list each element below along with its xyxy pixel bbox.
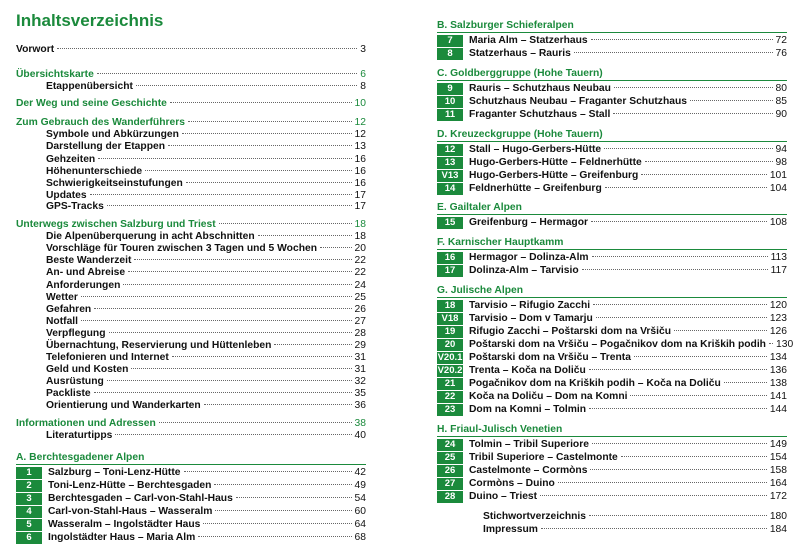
page-number: 13 xyxy=(354,141,366,152)
entry-title: Symbole und Abkürzungen xyxy=(46,129,179,140)
page-number: 28 xyxy=(354,328,366,339)
stage-number-badge: 21 xyxy=(437,378,463,390)
section-divider xyxy=(437,214,787,215)
stage-number-badge: 18 xyxy=(437,300,463,312)
entry-title: Unterwegs zwischen Salzburg und Triest xyxy=(16,219,216,230)
dot-leader xyxy=(604,148,772,149)
dot-leader xyxy=(134,259,351,260)
dot-leader xyxy=(81,320,351,321)
page-number: 184 xyxy=(769,524,787,535)
stage-entry[interactable] xyxy=(437,351,787,364)
entry-title: Schwierigkeitseinstufungen xyxy=(46,178,183,189)
stage-entry[interactable] xyxy=(16,505,366,518)
dot-leader xyxy=(123,284,351,285)
dot-leader xyxy=(541,528,767,529)
entry-title: Gehzeiten xyxy=(46,154,96,165)
entry-title: Tarvisio – Rifugio Zacchi xyxy=(469,300,591,311)
stage-entry[interactable] xyxy=(16,466,366,479)
stage-number-badge: 7 xyxy=(437,35,463,47)
toc-entry[interactable] xyxy=(16,80,366,93)
stage-entry[interactable] xyxy=(437,299,787,312)
entry-title: Packliste xyxy=(46,388,91,399)
page-number: 134 xyxy=(769,352,787,363)
entry-title: Gefahren xyxy=(46,304,92,315)
dot-leader xyxy=(128,271,351,272)
entry-title: Feldnerhütte – Greifenburg xyxy=(469,183,602,194)
page-number: 12 xyxy=(354,129,366,140)
stage-entry[interactable] xyxy=(437,95,787,108)
page-number: 27 xyxy=(354,316,366,327)
dot-leader xyxy=(645,161,773,162)
dot-leader xyxy=(159,422,352,423)
entry-title: Notfall xyxy=(46,316,79,327)
entry-title: Carl-von-Stahl-Haus – Wasseralm xyxy=(48,506,213,517)
stage-number-badge: 14 xyxy=(437,183,463,195)
page-number: 10 xyxy=(354,98,366,109)
section-heading: D. Kreuzeckgruppe (Hohe Tauern) xyxy=(437,129,603,140)
dot-leader xyxy=(131,368,351,369)
section-divider xyxy=(437,249,787,250)
entry-title: Anforderungen xyxy=(46,280,121,291)
page-number: 76 xyxy=(775,48,787,59)
page-number: 126 xyxy=(769,326,787,337)
entry-title: Zum Gebrauch des Wanderführers xyxy=(16,117,185,128)
entry-title: Dom na Komni – Tolmin xyxy=(469,404,587,415)
section-divider xyxy=(437,141,787,142)
stage-entry[interactable] xyxy=(437,464,787,477)
stage-number-badge: V18 xyxy=(437,313,463,325)
entry-title: Greifenburg – Hermagor xyxy=(469,217,589,228)
dot-leader xyxy=(589,515,767,516)
dot-leader xyxy=(634,356,767,357)
page-number: 98 xyxy=(775,157,787,168)
entry-title: Hermagor – Dolinza-Alm xyxy=(469,252,589,263)
section-heading: G. Julische Alpen xyxy=(437,285,524,296)
page-number: 130 xyxy=(775,339,794,350)
dot-leader xyxy=(613,113,772,114)
entry-title: Stall – Hugo-Gerbers-Hütte xyxy=(469,144,602,155)
toc-entry[interactable] xyxy=(16,140,366,153)
page-number: 94 xyxy=(775,144,787,155)
dot-leader xyxy=(574,52,773,53)
page-number: 85 xyxy=(775,96,787,107)
entry-title: Geld und Kosten xyxy=(46,364,129,375)
dot-leader xyxy=(724,382,767,383)
dot-leader xyxy=(172,356,352,357)
stage-number-badge: 16 xyxy=(437,252,463,264)
dot-leader xyxy=(204,404,352,405)
stage-number-badge: 28 xyxy=(437,491,463,503)
entry-title: Vorschläge für Touren zwischen 3 Tagen und 5 Wochen xyxy=(46,243,318,254)
stage-number-badge: 27 xyxy=(437,478,463,490)
section-divider xyxy=(16,464,366,465)
page-number: 64 xyxy=(354,519,366,530)
toc-entry[interactable] xyxy=(16,43,366,56)
dot-leader xyxy=(203,523,351,524)
dot-leader xyxy=(170,102,352,103)
section-divider xyxy=(437,436,787,437)
stage-number-badge: V20.1 xyxy=(437,352,463,363)
dot-leader xyxy=(558,482,767,483)
section-divider xyxy=(437,297,787,298)
section-heading: H. Friaul-Julisch Venetien xyxy=(437,424,563,435)
dot-leader xyxy=(630,395,766,396)
page-number: 120 xyxy=(769,300,787,311)
section-divider xyxy=(437,32,787,33)
toc-entry[interactable] xyxy=(437,510,787,523)
entry-title: Castelmonte – Cormòns xyxy=(469,465,588,476)
page-number: 16 xyxy=(354,154,366,165)
entry-title: Updates xyxy=(46,190,87,201)
stage-number-badge: 12 xyxy=(437,144,463,156)
dot-leader xyxy=(184,471,352,472)
entry-title: Wasseralm – Ingolstädter Haus xyxy=(48,519,201,530)
page-number: 144 xyxy=(769,404,787,415)
page-number: 141 xyxy=(769,391,787,402)
dot-leader xyxy=(621,456,767,457)
section-heading: A. Berchtesgadener Alpen xyxy=(16,452,145,463)
dot-leader xyxy=(214,484,351,485)
dot-leader xyxy=(94,308,351,309)
stage-entry[interactable] xyxy=(437,490,787,503)
dot-leader xyxy=(94,392,352,393)
dot-leader xyxy=(136,85,357,86)
dot-leader xyxy=(596,317,767,318)
page-number: 6 xyxy=(360,69,366,80)
entry-title: Rauris – Schutzhaus Neubau xyxy=(469,83,611,94)
stage-number-badge: 8 xyxy=(437,48,463,60)
entry-title: Vorwort xyxy=(16,44,55,55)
toc-entry[interactable] xyxy=(16,200,366,213)
entry-title: Telefonieren und Internet xyxy=(46,352,169,363)
entry-title: Tribil Superiore – Castelmonte xyxy=(469,452,618,463)
stage-entry[interactable] xyxy=(437,82,787,95)
section-heading: B. Salzburger Schieferalpen xyxy=(437,20,574,31)
stage-entry[interactable] xyxy=(437,403,787,416)
toc-entry[interactable] xyxy=(16,399,366,412)
stage-entry[interactable] xyxy=(437,182,787,195)
stage-number-badge: 15 xyxy=(437,217,463,229)
stage-number-badge: 5 xyxy=(16,519,42,531)
toc-entry[interactable] xyxy=(16,266,366,279)
entry-title: Informationen und Adressen xyxy=(16,418,156,429)
stage-entry[interactable] xyxy=(437,143,787,156)
stage-entry[interactable] xyxy=(437,477,787,490)
page-number: 3 xyxy=(360,44,366,55)
page-number: 108 xyxy=(769,217,787,228)
stage-number-badge: 23 xyxy=(437,404,463,416)
dot-leader xyxy=(145,170,351,171)
stage-number-badge: 3 xyxy=(16,493,42,505)
stage-number-badge: 26 xyxy=(437,465,463,477)
stage-entry[interactable] xyxy=(437,325,787,338)
stage-number-badge: 24 xyxy=(437,439,463,451)
dot-leader xyxy=(97,73,357,74)
stage-number-badge: 1 xyxy=(16,467,42,479)
entry-title: Ausrüstung xyxy=(46,376,104,387)
page-number: 12 xyxy=(354,117,366,128)
stage-number-badge: 4 xyxy=(16,506,42,518)
stage-entry[interactable] xyxy=(437,47,787,60)
page-number: 113 xyxy=(770,252,787,263)
stage-entry[interactable] xyxy=(437,264,787,277)
entry-title: Übernachtung, Reservierung und Hüttenleben xyxy=(46,340,272,351)
dot-leader xyxy=(115,434,351,435)
stage-entry[interactable] xyxy=(437,364,787,377)
stage-entry[interactable] xyxy=(16,492,366,505)
stage-entry[interactable] xyxy=(437,156,787,169)
entry-title: Tolmin – Tribil Superiore xyxy=(469,439,589,450)
dot-leader xyxy=(641,174,766,175)
page-number: 8 xyxy=(360,81,366,92)
entry-title: Der Weg und seine Geschichte xyxy=(16,98,167,109)
page-number: 31 xyxy=(354,352,366,363)
dot-leader xyxy=(274,344,351,345)
stage-entry[interactable] xyxy=(16,518,366,531)
page-number: 16 xyxy=(354,166,366,177)
stage-entry[interactable] xyxy=(437,338,794,351)
page-number: 36 xyxy=(354,400,366,411)
section-heading: F. Karnischer Hauptkamm xyxy=(437,237,564,248)
entry-title: Ingolstädter Haus – Maria Alm xyxy=(48,532,196,543)
page-number: 18 xyxy=(354,231,366,242)
entry-title: Berchtesgaden – Carl-von-Stahl-Haus xyxy=(48,493,233,504)
entry-title: Impressum xyxy=(483,524,538,535)
dot-leader xyxy=(589,369,767,370)
entry-title: Schutzhaus Neubau – Fraganter Schutzhaus xyxy=(469,96,687,107)
page-number: 31 xyxy=(354,364,366,375)
stage-entry[interactable] xyxy=(437,451,787,464)
entry-title: Dolinza-Alm – Tarvisio xyxy=(469,265,579,276)
entry-title: Hugo-Gerbers-Hütte – Greifenburg xyxy=(469,170,639,181)
page-title: Inhaltsverzeichnis xyxy=(16,11,164,30)
page-number: 18 xyxy=(354,219,366,230)
entry-title: Poštarski dom na Vršiču – Trenta xyxy=(469,352,631,363)
dot-leader xyxy=(107,380,352,381)
dot-leader xyxy=(592,256,768,257)
dot-leader xyxy=(592,443,767,444)
entry-title: Koča na Doliču – Dom na Komni xyxy=(469,391,628,402)
dot-leader xyxy=(90,194,352,195)
page-number: 22 xyxy=(354,267,366,278)
stage-entry[interactable] xyxy=(437,438,787,451)
page-number: 38 xyxy=(354,418,366,429)
stage-entry[interactable] xyxy=(437,377,787,390)
dot-leader xyxy=(614,87,773,88)
section-divider xyxy=(437,80,787,81)
stage-number-badge: 10 xyxy=(437,96,463,108)
dot-leader xyxy=(690,100,773,101)
dot-leader xyxy=(591,39,773,40)
entry-title: Maria Alm – Statzerhaus xyxy=(469,35,588,46)
page-number: 80 xyxy=(775,83,787,94)
page-number: 22 xyxy=(354,255,366,266)
page-number: 29 xyxy=(354,340,366,351)
entry-title: Orientierung und Wanderkarten xyxy=(46,400,201,411)
dot-leader xyxy=(590,469,766,470)
entry-title: An- und Abreise xyxy=(46,267,126,278)
entry-title: Hugo-Gerbers-Hütte – Feldnerhütte xyxy=(469,157,642,168)
dot-leader xyxy=(582,269,768,270)
stage-number-badge: 19 xyxy=(437,326,463,338)
stage-entry[interactable] xyxy=(437,216,787,229)
entry-title: Cormòns – Duino xyxy=(469,478,555,489)
stage-number-badge: 25 xyxy=(437,452,463,464)
dot-leader xyxy=(589,408,767,409)
page-number: 60 xyxy=(354,506,366,517)
stage-number-badge: V13 xyxy=(437,170,463,182)
dot-leader xyxy=(57,48,357,49)
entry-title: Poštarski dom na Vršiču – Pogačnikov dom na Kriških podih xyxy=(469,339,766,350)
stage-number-badge: V20.2 xyxy=(437,365,463,376)
stage-number-badge: 17 xyxy=(437,265,463,277)
stage-number-badge: 22 xyxy=(437,391,463,403)
dot-leader xyxy=(540,495,767,496)
page-number: 101 xyxy=(769,170,787,181)
page-number: 26 xyxy=(354,304,366,315)
stage-entry[interactable] xyxy=(16,479,366,492)
stage-entry[interactable] xyxy=(437,169,787,182)
page-number: 104 xyxy=(769,183,787,194)
page-number: 49 xyxy=(354,480,366,491)
page-number: 154 xyxy=(769,452,787,463)
entry-title: Darstellung der Etappen xyxy=(46,141,166,152)
dot-leader xyxy=(182,133,352,134)
page-number: 42 xyxy=(354,467,366,478)
stage-number-badge: 13 xyxy=(437,157,463,169)
stage-number-badge: 6 xyxy=(16,532,42,544)
dot-leader xyxy=(320,247,352,248)
page-number: 172 xyxy=(769,491,787,502)
entry-title: Statzerhaus – Rauris xyxy=(469,48,571,59)
dot-leader xyxy=(109,332,352,333)
stage-entry[interactable] xyxy=(437,390,787,403)
page-number: 136 xyxy=(769,365,787,376)
stage-entry[interactable] xyxy=(437,251,787,264)
entry-title: Rifugio Zacchi – Poštarski dom na Vršiču xyxy=(469,326,671,337)
page-number: 164 xyxy=(769,478,787,489)
entry-title: Toni-Lenz-Hütte – Berchtesgaden xyxy=(48,480,212,491)
dot-leader xyxy=(81,296,352,297)
page-number: 20 xyxy=(354,243,366,254)
stage-number-badge: 9 xyxy=(437,83,463,95)
page-number: 180 xyxy=(769,511,787,522)
page-number: 72 xyxy=(775,35,787,46)
page-number: 32 xyxy=(354,376,366,387)
page-number: 158 xyxy=(769,465,787,476)
dot-leader xyxy=(188,121,352,122)
dot-leader xyxy=(258,235,352,236)
section-heading: C. Goldberggruppe (Hohe Tauern) xyxy=(437,68,603,79)
stage-number-badge: 20 xyxy=(437,339,463,351)
entry-title: Tarvisio – Dom v Tamarju xyxy=(469,313,593,324)
page-number: 16 xyxy=(354,178,366,189)
dot-leader xyxy=(98,158,351,159)
dot-leader xyxy=(186,182,352,183)
entry-title: GPS-Tracks xyxy=(46,201,104,212)
entry-title: Höhenunterschiede xyxy=(46,166,143,177)
page-number: 40 xyxy=(354,430,366,441)
dot-leader xyxy=(605,187,767,188)
dot-leader xyxy=(236,497,352,498)
toc-entry[interactable] xyxy=(437,523,787,536)
entry-title: Etappenübersicht xyxy=(46,81,133,92)
section-heading: E. Gailtaler Alpen xyxy=(437,202,522,213)
page-number: 138 xyxy=(769,378,787,389)
stage-entry[interactable] xyxy=(437,34,787,47)
entry-title: Duino – Triest xyxy=(469,491,538,502)
stage-entry[interactable] xyxy=(437,108,787,121)
dot-leader xyxy=(198,536,351,537)
page-number: 123 xyxy=(769,313,787,324)
entry-title: Die Alpenüberquerung in acht Abschnitten xyxy=(46,231,255,242)
page-number: 90 xyxy=(775,109,787,120)
dot-leader xyxy=(215,510,351,511)
stage-entry[interactable] xyxy=(437,312,787,325)
page-number: 149 xyxy=(769,439,787,450)
dot-leader xyxy=(593,304,767,305)
entry-title: Literaturtipps xyxy=(46,430,113,441)
page-number: 68 xyxy=(354,532,366,543)
dot-leader xyxy=(219,223,352,224)
dot-leader xyxy=(674,330,767,331)
entry-title: Trenta – Koča na Doliču xyxy=(469,365,586,376)
entry-title: Verpflegung xyxy=(46,328,106,339)
entry-title: Pogačnikov dom na Kriških podih – Koča na Doliču xyxy=(469,378,721,389)
toc-entry[interactable] xyxy=(16,97,366,110)
page-number: 35 xyxy=(354,388,366,399)
dot-leader xyxy=(107,205,352,206)
dot-leader xyxy=(769,343,773,344)
page-number: 117 xyxy=(770,265,787,276)
page-number: 54 xyxy=(354,493,366,504)
entry-title: Stichwortverzeichnis xyxy=(483,511,586,522)
stage-entry[interactable] xyxy=(16,531,366,544)
page-number: 17 xyxy=(354,190,366,201)
stage-number-badge: 11 xyxy=(437,109,463,121)
dot-leader xyxy=(591,221,767,222)
dot-leader xyxy=(168,145,352,146)
entry-title: Wetter xyxy=(46,292,78,303)
entry-title: Salzburg – Toni-Lenz-Hütte xyxy=(48,467,181,478)
stage-number-badge: 2 xyxy=(16,480,42,492)
page-number: 25 xyxy=(354,292,366,303)
toc-entry[interactable] xyxy=(16,429,366,442)
entry-title: Beste Wanderzeit xyxy=(46,255,132,266)
page-number: 17 xyxy=(354,201,366,212)
entry-title: Übersichtskarte xyxy=(16,69,94,80)
entry-title: Fraganter Schutzhaus – Stall xyxy=(469,109,611,120)
page-number: 24 xyxy=(354,280,366,291)
